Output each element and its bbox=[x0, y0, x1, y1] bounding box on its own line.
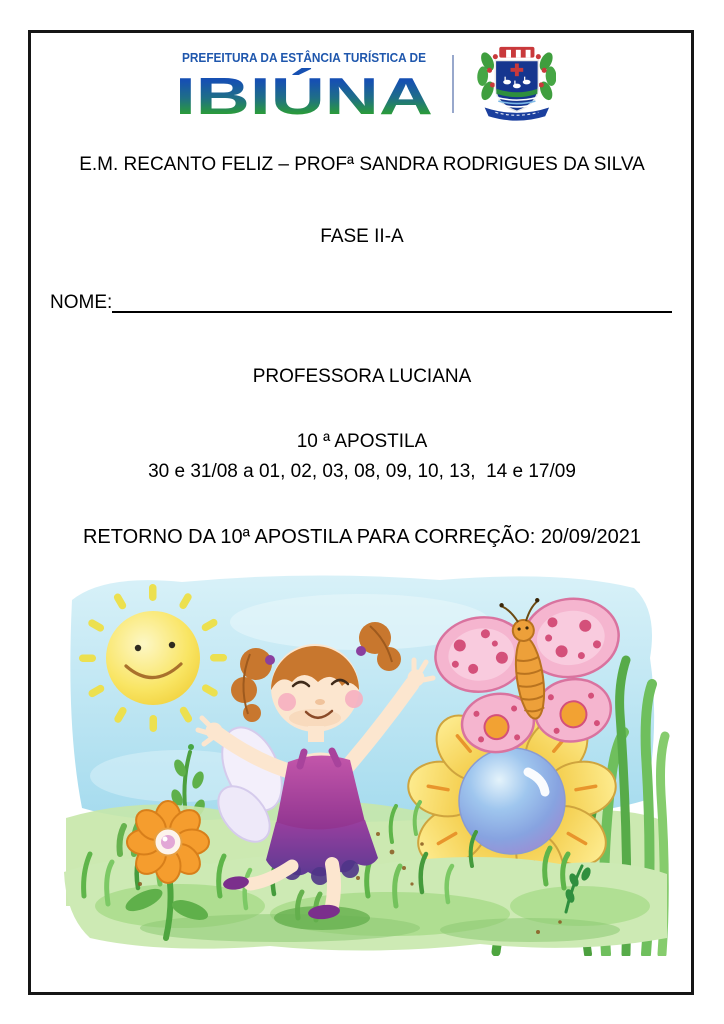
ibiuna-coat-of-arms-icon bbox=[466, 42, 556, 126]
logo-divider bbox=[452, 55, 454, 113]
teacher-name: PROFESSORA LUCIANA bbox=[252, 366, 472, 387]
name-fill-line[interactable] bbox=[112, 291, 672, 313]
phase-label: FASE II-A bbox=[320, 226, 404, 247]
logo-city-name: IBIÚNA bbox=[175, 68, 433, 120]
logo-wordmark bbox=[168, 48, 440, 120]
booklet-title: 10 ª APOSTILA bbox=[296, 431, 428, 452]
name-label: NOME: bbox=[50, 292, 113, 313]
booklet-dates: 30 e 31/08 a 01, 02, 03, 08, 09, 10, 13, 14 e 17/09 bbox=[148, 461, 576, 482]
name-row bbox=[50, 291, 672, 313]
prefeitura-logo bbox=[0, 44, 724, 124]
logo-tagline: PREFEITURA DA ESTÂNCIA TURÍSTICA DE bbox=[182, 50, 427, 65]
school-title: E.M. RECANTO FELIZ – PROFª SANDRA RODRIGUES DA SILVA bbox=[79, 154, 645, 175]
cover-illustration bbox=[60, 566, 672, 956]
return-date: RETORNO DA 10ª APOSTILA PARA CORREÇÃO: 20/09/2021 bbox=[82, 526, 641, 548]
